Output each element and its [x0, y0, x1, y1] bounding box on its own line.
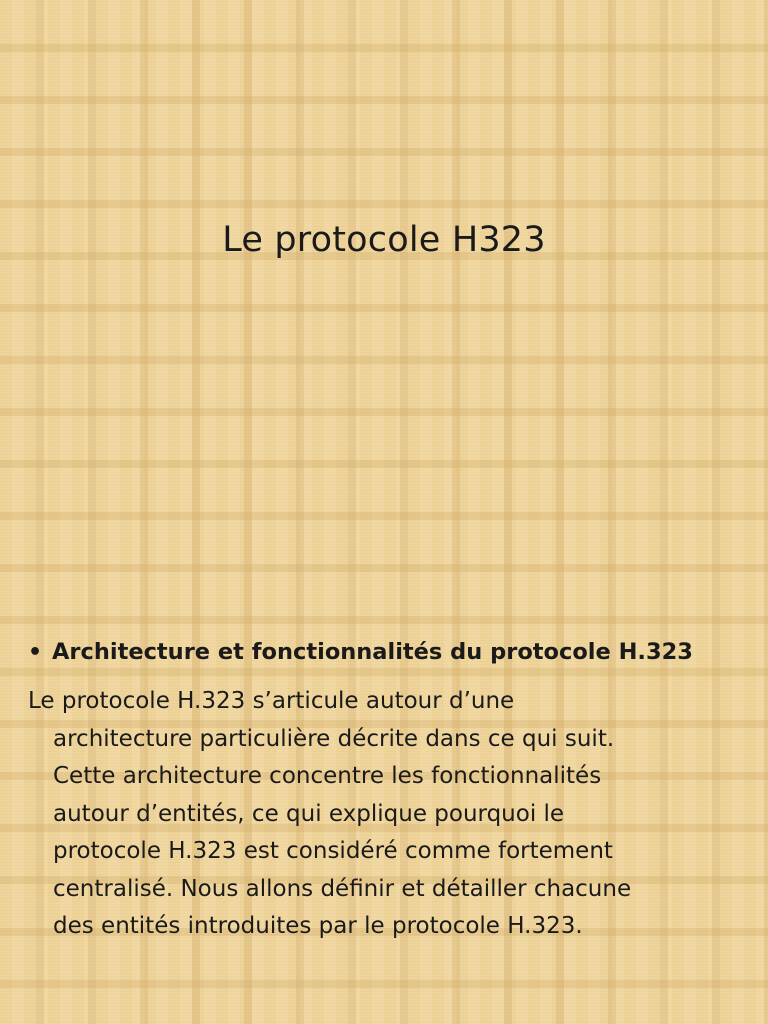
paragraph-line: centralisé. Nous allons définir et détailler chacune: [53, 875, 632, 902]
paragraph-line: des entités introduites par le protocole H.323.: [53, 913, 583, 939]
paragraph-line: architecture particulière décrite dans ce qui suit.: [53, 725, 615, 752]
content-slide: [0, 512, 768, 1024]
paragraph-line: Le protocole H.323 s’articule autour d’une: [28, 688, 515, 714]
bullet-item: [28, 639, 748, 665]
paragraph-line: autour d’entités, ce qui explique pourquoi le: [53, 800, 565, 827]
bullet-heading: Architecture et fonctionnalités du protocole H.323: [52, 639, 693, 665]
paragraph-line: Cette architecture concentre les fonctionnalités: [53, 763, 602, 789]
slide-title: Le protocole H323: [222, 220, 546, 260]
paragraph-line: protocole H.323 est considéré comme fortement: [53, 838, 613, 864]
body-paragraph: [28, 683, 728, 946]
bullet-icon: •: [28, 640, 43, 665]
